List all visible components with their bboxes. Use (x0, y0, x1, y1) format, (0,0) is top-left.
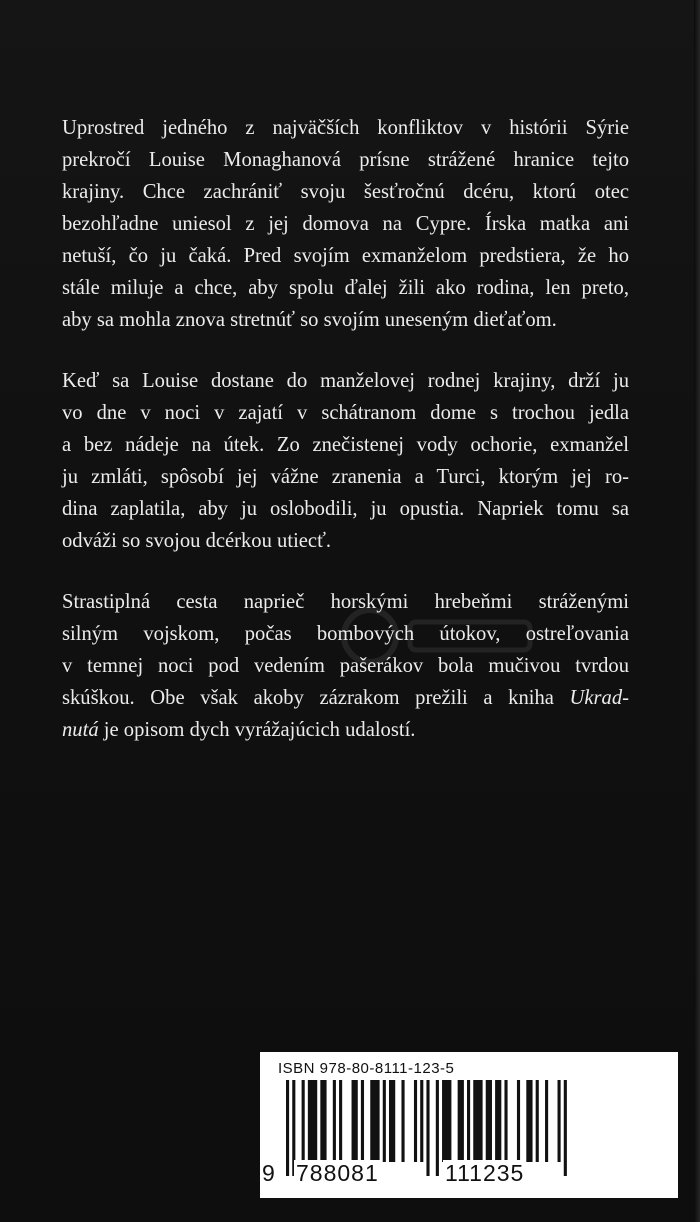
barcode-bar (473, 1080, 482, 1162)
blurb-line (62, 144, 629, 176)
blurb-text-segment: Uprostred jedného z najväčších konfliktov v histórii Sýrie (62, 117, 629, 139)
barcode-bar (352, 1080, 358, 1162)
blurb-text-segment: odváži so svojou dcérkou utiecť. (62, 530, 332, 552)
blurb-text-segment: vo dne v noci v zajatí v schátranom dome s trochou jedla (62, 402, 629, 424)
blurb-text-segment: Keď sa Louise dostane do manželovej rodnej krajiny, drží ju (62, 370, 629, 392)
barcode-bar (558, 1080, 561, 1162)
blurb-line (62, 493, 629, 525)
blurb-text-segment: prekročí Louise Monaghanová prísne strážené hranice tejto (62, 149, 629, 171)
blurb-line (62, 365, 629, 397)
barcode-bar (389, 1080, 395, 1162)
blurb-line (62, 208, 629, 240)
blurb-line (62, 618, 629, 650)
ean-first-digit: 9 (262, 1160, 275, 1186)
blurb-line (62, 176, 629, 208)
barcode-bar (302, 1080, 305, 1162)
blurb-line (62, 525, 629, 557)
blurb-text (62, 112, 690, 775)
barcode-bar (414, 1080, 417, 1162)
blurb-line (62, 714, 629, 746)
barcode-bar (504, 1080, 507, 1162)
blurb-line (62, 682, 629, 714)
blurb-paragraph (62, 365, 690, 557)
barcode-bar (361, 1080, 364, 1162)
barcode-bar (339, 1080, 342, 1162)
blurb-text-segment: dina zaplatila, aby ju oslobodili, ju opustia. Napriek tomu sa (62, 498, 629, 520)
blurb-text-segment: je opisom dych vyrážajúcich udalostí. (98, 719, 416, 741)
barcode-bar (383, 1080, 386, 1162)
blurb-text-segment: Strastiplná cesta naprieč horskými hrebeňmi stráženými (62, 591, 629, 613)
blurb-line (62, 650, 629, 682)
barcode-bar (545, 1080, 548, 1162)
barcode-bar (333, 1080, 336, 1162)
blurb-text-segment: ju zmláti, spôsobí jej vážne zranenia a Turci, ktorým jej ro- (62, 466, 629, 488)
barcode-bar (420, 1080, 423, 1162)
isbn-barcode (260, 1052, 678, 1198)
cover-edge (694, 0, 700, 1222)
blurb-text-segment: silným vojskom, počas bombových útokov, ostreľovania (62, 623, 629, 645)
barcode-bar (526, 1080, 532, 1162)
blurb-text-segment: krajiny. Chce zachrániť svoju šesťročnú dcéru, ktorú otec (62, 181, 629, 203)
ean-digits (260, 1160, 590, 1190)
blurb-text-segment: a bez nádeje na útek. Zo znečistenej vody ochorie, exmanžel (62, 434, 629, 456)
blurb-line (62, 429, 629, 461)
barcode-bar (486, 1080, 492, 1162)
blurb-line (62, 304, 629, 336)
book-title-text: nutá (62, 719, 99, 741)
blurb-line (62, 586, 629, 618)
blurb-text-segment: netuší, čo ju čaká. Pred svojím exmanželom predstiera, že ho (62, 245, 629, 267)
barcode-bar (320, 1080, 326, 1162)
blurb-text-segment: stále miluje a chce, aby spolu ďalej žili ako rodina, len preto, (62, 277, 629, 299)
blurb-line (62, 461, 629, 493)
barcode-bar (442, 1080, 451, 1162)
ean-left-digits: 788081 (296, 1160, 379, 1186)
blurb-text-segment: bezohľadne uniesol z jej domova na Cypre. Írska matka ani (62, 213, 629, 235)
book-title-text: Ukrad- (569, 687, 629, 709)
barcode-bar (458, 1080, 464, 1162)
isbn-label: ISBN 978-80-8111-123-5 (278, 1060, 455, 1077)
blurb-text-segment: skúškou. Obe však akoby zázrakom prežili a kniha (62, 687, 570, 709)
blurb-line (62, 112, 629, 144)
barcode-bar (370, 1080, 379, 1162)
ean-right-digits: 111235 (445, 1160, 525, 1186)
barcode-bar (308, 1080, 317, 1162)
barcode-bar (401, 1080, 404, 1162)
blurb-paragraph (62, 112, 690, 336)
blurb-text-segment: aby sa mohla znova stretnúť so svojím uneseným dieťaťom. (62, 309, 557, 331)
barcode-bar (536, 1080, 539, 1162)
blurb-paragraph (62, 586, 690, 746)
barcode-bar (495, 1080, 501, 1162)
blurb-line (62, 272, 629, 304)
blurb-line (62, 397, 629, 429)
barcode-bar (517, 1080, 520, 1162)
barcode-bar (467, 1080, 470, 1162)
blurb-text-segment: v temnej noci pod vedením pašerákov bola mučivou tvrdou (62, 655, 629, 677)
blurb-line (62, 240, 629, 272)
